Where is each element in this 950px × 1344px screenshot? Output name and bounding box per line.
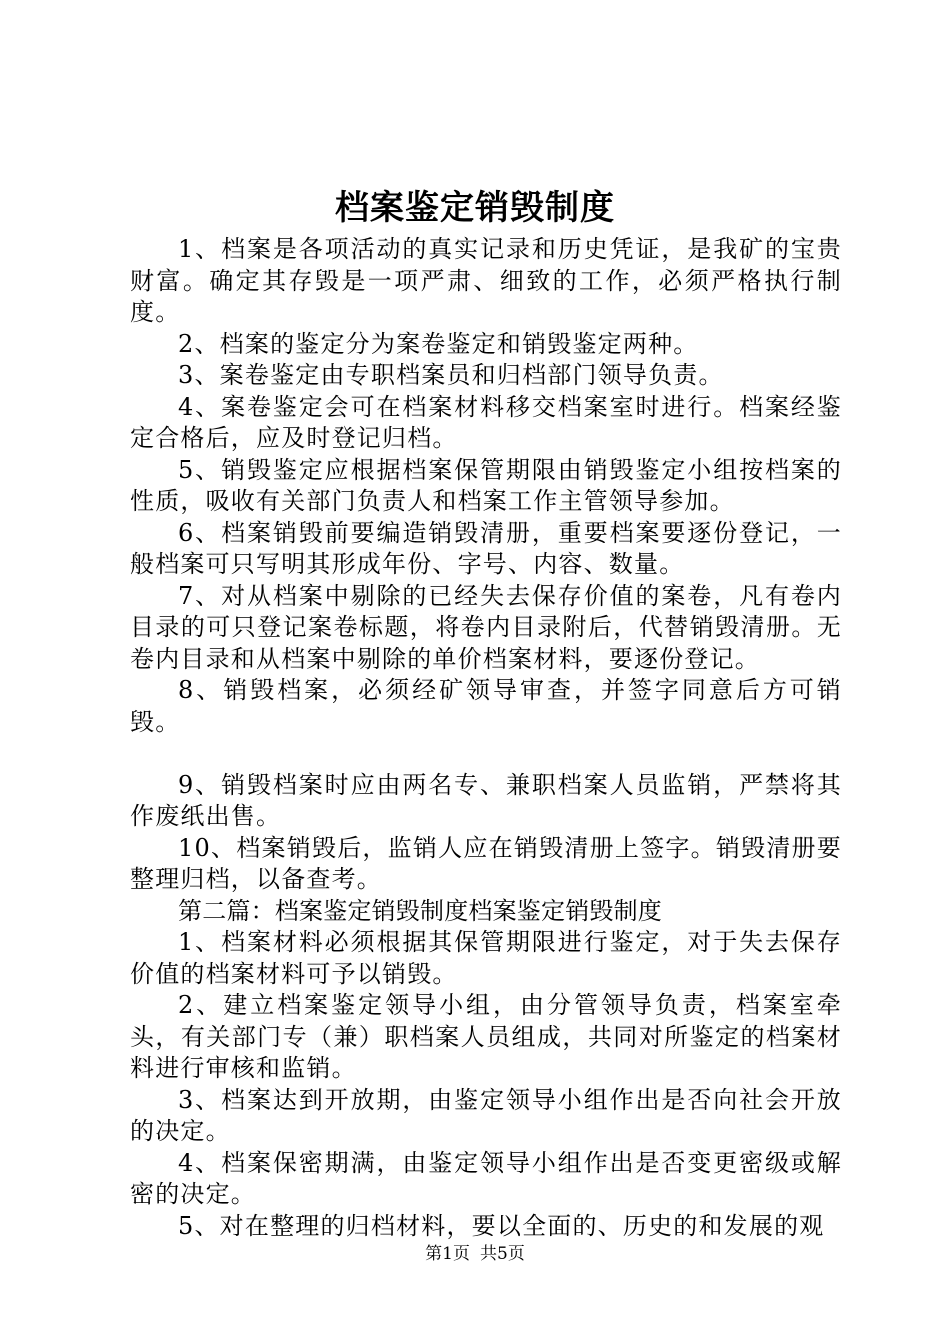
page-total: 共5页	[480, 1244, 525, 1264]
paragraph: 4、案卷鉴定会可在档案材料移交档案室时进行。档案经鉴定合格后，应及时登记归档。	[130, 392, 842, 452]
section-heading: 第二篇：档案鉴定销毁制度档案鉴定销毁制度	[178, 896, 662, 925]
document-body	[130, 234, 842, 1242]
paragraph: 6、档案销毁前要编造销毁清册，重要档案要逐份登记，一般档案可只写明其形成年份、字号、内容、数量。	[130, 518, 842, 578]
page-footer	[0, 1242, 950, 1266]
paragraph: 5、销毁鉴定应根据档案保管期限由销毁鉴定小组按档案的性质，吸收有关部门负责人和档案工作主管领导参加。	[130, 455, 842, 515]
paragraph: 10、档案销毁后，监销人应在销毁清册上签字。销毁清册要整理归档，以备查考。	[130, 833, 842, 893]
paragraph: 3、案卷鉴定由专职档案员和归档部门领导负责。	[178, 361, 724, 389]
paragraph: 7、对从档案中剔除的已经失去保存价值的案卷，凡有卷内目录的可只登记案卷标题，将卷内目录附后，代替销毁清册。无卷内目录和从档案中剔除的单价档案材料，要逐份登记。	[130, 581, 842, 673]
paragraph: 2、档案的鉴定分为案卷鉴定和销毁鉴定两种。	[178, 329, 699, 358]
paragraph: 5、对在整理的归档材料，要以全面的、历史的和发展的观	[178, 1211, 825, 1240]
paragraph: 3、档案达到开放期，由鉴定领导小组作出是否向社会开放的决定。	[130, 1085, 842, 1145]
paragraph: 9、销毁档案时应由两名专、兼职档案人员监销，严禁将其作废纸出售。	[130, 770, 842, 830]
paragraph: 1、档案材料必须根据其保管期限进行鉴定，对于失去保存价值的档案材料可予以销毁。	[130, 928, 842, 988]
paragraph: 1、档案是各项活动的真实记录和历史凭证，是我矿的宝贵财富。确定其存毁是一项严肃、细致的工作，必须严格执行制度。	[130, 235, 842, 326]
paragraph: 4、档案保密期满，由鉴定领导小组作出是否变更密级或解密的决定。	[130, 1148, 842, 1208]
paragraph: 2、建立档案鉴定领导小组，由分管领导负责，档案室牵头，有关部门专（兼）职档案人员组成，共同对所鉴定的档案材料进行审核和监销。	[130, 991, 842, 1082]
document-title: 档案鉴定销毁制度	[335, 188, 615, 228]
page-number: 第1页	[425, 1244, 470, 1264]
paragraph: 8、销毁档案，必须经矿领导审查，并签字同意后方可销毁。	[130, 676, 842, 736]
